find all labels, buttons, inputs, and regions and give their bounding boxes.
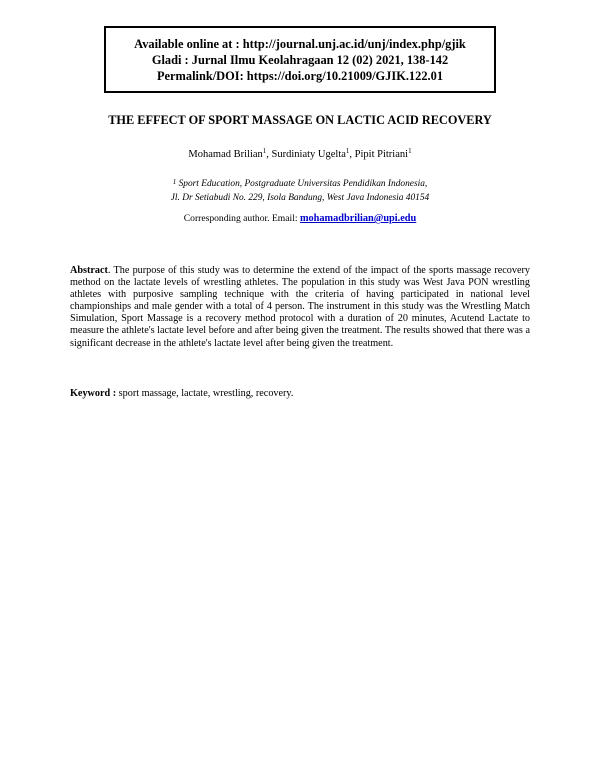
availability-line: Available online at : http://journal.unj.ac.id/unj/index.php/gjik [134,37,466,51]
affiliation [0,177,600,205]
keyword-label: Keyword : [70,388,117,399]
abstract [70,265,530,350]
author-affiliation-mark: 1 [408,147,412,155]
affiliation-institution: Sport Education, Postgraduate Universitas Pendidikan Indonesia, [176,179,428,189]
corresponding-label: Corresponding author. Email: [183,213,300,224]
keyword-text: sport massage, lactate, wrestling, recovery. [116,388,294,399]
abstract-label: Abstract [70,265,108,276]
author-name: Mohamad Brilian [188,149,263,160]
affiliation-mark: 1 [172,178,177,186]
author-separator: , [349,149,355,160]
affiliation-address: Jl. Dr Setiabudi No. 229, Isola Bandung, West Java Indonesia 40154 [170,193,430,203]
journal-citation-line: Gladi : Jurnal Ilmu Keolahragaan 12 (02) 2021, 138-142 [151,53,449,67]
journal-info-box [104,26,496,93]
doi-line: Permalink/DOI: https://doi.org/10.21009/GJIK.122.01 [156,69,444,83]
author-name: Pipit Pitriani [354,149,409,160]
keywords [70,388,530,399]
abstract-text: . The purpose of this study was to determine the extend of the impact of the sports massage recovery method on the lactate levels of wrestling athletes. The population in this study was West Java PON wrestling athletes with purposive sampling technique with the criteria of having participated in national level championships and male gender with a total of 4 person. The instrument in this study was the Wrestling Match Simulation, Sport Massage is a recovery method protocol with a duration of 20 minutes, Acutend Lactate to measure the athlete's lactate level before and after being given the treatment. The results showed that there was a significant decrease in the athlete's lactate level after being given the treatment. [70,265,530,349]
author-affiliation-mark: 1 [262,147,267,155]
author-separator: , [266,149,272,160]
paper-title: THE EFFECT OF SPORT MASSAGE ON LACTIC ACID RECOVERY [108,113,492,127]
affiliation-line-1 [0,177,600,191]
author-affiliation-mark: 1 [345,147,350,155]
author-list [0,149,600,160]
author-name: Surdiniaty Ugelta [271,149,346,160]
corresponding-email-link[interactable]: mohamadbrilian@upi.edu [299,213,417,224]
corresponding-author [0,213,600,224]
